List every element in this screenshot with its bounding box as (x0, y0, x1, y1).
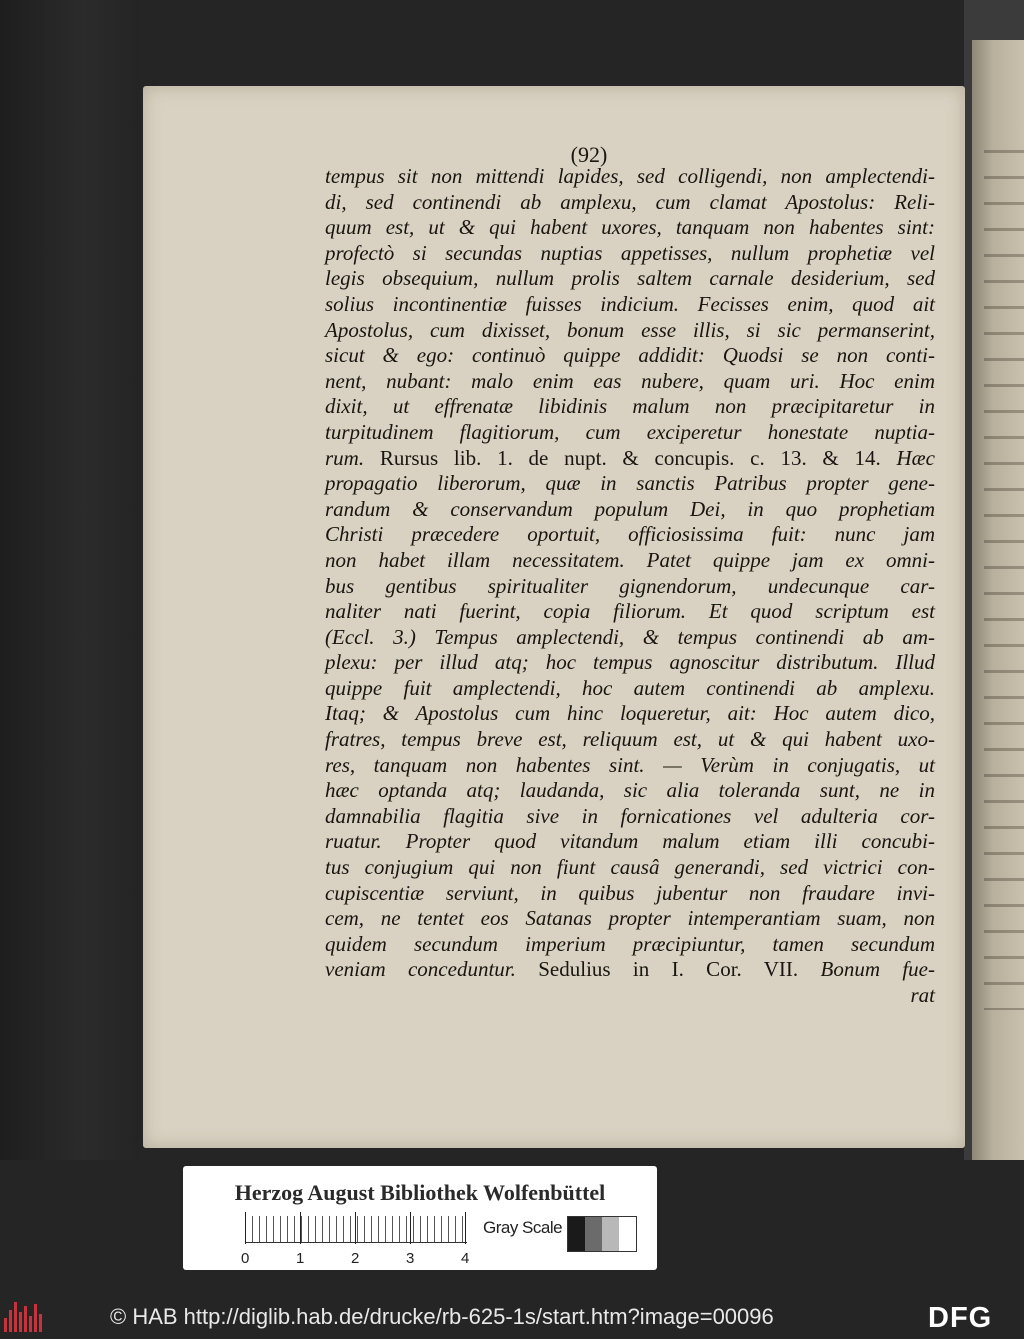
text-segment: cupiscentiæ serviunt, in quibus jubentur non fraudare invi- (325, 880, 935, 905)
gray-swatch (619, 1217, 636, 1251)
color-calibration-card (183, 1166, 657, 1270)
text-segment: Christi præcedere oportuit, officiosissima fuit: nunc jam (325, 522, 935, 547)
text-line (325, 701, 935, 727)
text-segment: naliter nati fuerint, copia filiorum. Et quod scriptum est (325, 599, 935, 624)
text-segment: di, sed continendi ab amplexu, cum clamat Apostolus: Reli- (325, 189, 935, 214)
page-number: (92) (570, 142, 608, 167)
text-line (325, 266, 935, 292)
text-line (325, 727, 935, 753)
text-segment: turpitudinem flagitiorum, cum exciperetur honestate nuptia- (325, 419, 935, 444)
text-segment: Itaq; & Apostolus cum hinc loqueretur, ait: Hoc autem dico, (325, 701, 935, 726)
text-line (325, 855, 935, 881)
text-line (325, 292, 935, 318)
text-line (325, 343, 935, 369)
text-segment: hæc optanda atq; laudanda, sic alia toleranda sunt, ne in (325, 778, 935, 803)
text-segment: nent, nubant: malo enim eas nubere, quam uri. Hoc enim (325, 368, 935, 393)
text-segment: dixit, ut effrenatæ libidinis malum non præcipitaretur in (325, 394, 935, 419)
text-segment: sicut & ego: continuò quippe addidit: Quodsi se non conti- (325, 343, 935, 368)
text-segment: Hæc (896, 445, 935, 470)
library-name: Herzog August Bibliothek Wolfenbüttel (234, 1180, 606, 1205)
ruler-label: 0 (241, 1250, 250, 1267)
gray-swatch (585, 1217, 602, 1251)
text-line (325, 599, 935, 625)
text-line (325, 190, 935, 216)
text-segment: profectò si secundas nuptias appetisses, nullum prophetiæ vel (325, 240, 935, 265)
text-segment: quidem secundum imperium præcipiuntur, tamen secundum (325, 931, 935, 956)
text-line (325, 164, 935, 190)
ruler-label: 2 (351, 1250, 360, 1267)
text-segment: (Eccl. 3.) Tempus amplectendi, & tempus continendi ab am- (325, 624, 935, 649)
ruler-label: 4 (461, 1250, 470, 1267)
text-segment: Rursus lib. 1. de nupt. & concupis. c. 13. & 14. (364, 445, 897, 470)
text-segment: cem, ne tentet eos Satanas propter intemperantiam suam, non (325, 906, 935, 931)
credit-bar (0, 1296, 1024, 1339)
adjacent-page-edge (972, 40, 1024, 1160)
text-line (325, 522, 935, 548)
text-segment: fratres, tempus breve est, reliquum est, ut & qui habent uxo- (325, 727, 935, 752)
text-segment: plexu: per illud atq; hoc tempus agnoscitur distributum. Illud (325, 650, 935, 675)
text-segment: legis obsequium, nullum prolis saltem carnale desiderium, sed (325, 266, 935, 291)
text-line (325, 420, 935, 446)
ruler-major-ticks (245, 1212, 467, 1244)
text-segment: randum & conservandum populum Dei, in quo prophetiam (325, 496, 935, 521)
text-segment: damnabilia flagitia sive in fornicationes vel adulteria cor- (325, 803, 935, 828)
gray-scale-swatches (567, 1216, 637, 1252)
dfg-logo: DFG (928, 1302, 993, 1334)
text-line (325, 215, 935, 241)
text-line (325, 318, 935, 344)
text-line (325, 881, 935, 907)
text-line (325, 369, 935, 395)
text-segment: Bonum fue- (820, 957, 935, 982)
text-line (325, 906, 935, 932)
text-line (325, 625, 935, 651)
text-line (325, 394, 935, 420)
text-line (325, 829, 935, 855)
ruler-label: 1 (296, 1250, 305, 1267)
text-line (325, 471, 935, 497)
text-segment: rum. (325, 445, 365, 470)
gray-swatch (568, 1217, 585, 1251)
scanned-page (143, 86, 965, 1148)
text-line (325, 957, 935, 983)
text-segment: ruatur. Propter quod vitandum malum etiam illi concubi- (325, 829, 935, 854)
text-line (325, 497, 935, 523)
hab-logo-icon (4, 1302, 44, 1332)
text-segment: quum est, ut & qui habent uxores, tanquam non habentes sint: (325, 215, 935, 240)
credit-url-text[interactable]: © HAB http://diglib.hab.de/drucke/rb-625-1s/start.htm?image=00096 (110, 1304, 774, 1329)
text-segment: bus gentibus spiritualiter gignendorum, undecunque car- (325, 573, 935, 598)
text-line (325, 574, 935, 600)
text-line (325, 676, 935, 702)
gray-swatch (602, 1217, 619, 1251)
text-line (325, 778, 935, 804)
text-segment: tus conjugium qui non fiunt causâ generandi, sed victrici con- (325, 855, 935, 880)
text-line (325, 804, 935, 830)
text-segment: Apostolus, cum dixisset, bonum esse illis, si sic permanserint, (325, 317, 935, 342)
page-text (325, 164, 935, 1009)
text-segment: veniam conceduntur. (325, 957, 516, 982)
gray-scale-label: Gray Scale (483, 1218, 563, 1237)
ruler-label: 3 (406, 1250, 415, 1267)
catchword: rat (910, 983, 935, 1007)
book-spine-shadow (0, 0, 140, 1160)
text-segment: non habet illam necessitatem. Patet quippe jam ex omni- (325, 547, 935, 572)
text-line (325, 446, 935, 472)
text-segment: tempus sit non mittendi lapides, sed colligendi, non amplectendi- (325, 164, 935, 188)
text-line (325, 241, 935, 267)
text-segment: quippe fuit amplectendi, hoc autem continendi ab amplexu. (325, 675, 935, 700)
text-line (325, 753, 935, 779)
text-line (325, 650, 935, 676)
text-segment: propagatio liberorum, quæ in sanctis Patribus propter gene- (325, 471, 935, 496)
text-line (325, 932, 935, 958)
text-segment: Sedulius in I. Cor. VII. (515, 957, 821, 982)
text-segment: solius incontinentiæ fuisses indicium. Fecisses enim, quod ait (325, 291, 935, 316)
text-segment: res, tanquam non habentes sint. — Verùm in conjugatis, ut (325, 752, 935, 777)
text-line (325, 548, 935, 574)
